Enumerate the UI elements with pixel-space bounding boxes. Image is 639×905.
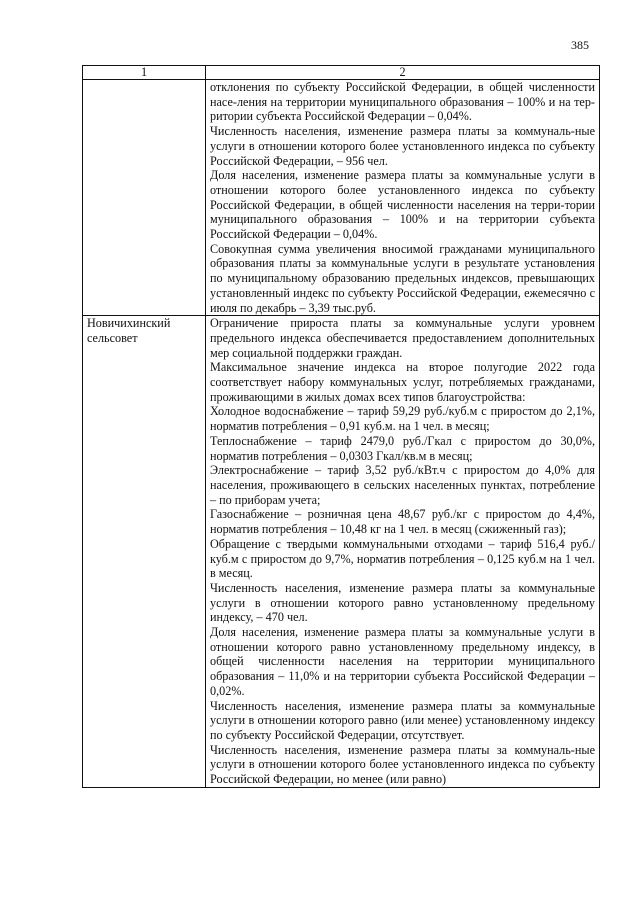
table-row [83, 80, 600, 316]
description-cell [206, 316, 600, 788]
header-col1: 1 [83, 66, 206, 80]
paragraph: Электроснабжение – тариф 3,52 руб./кВт.ч с приростом до 4,0% для населения, проживающего в сельских населенных пунктах, потребление – по приборам учета; [210, 463, 595, 507]
paragraph: Численность населения, изменение размера платы за коммуналь-ные услуги в отношении которого более установленного индекса по субъекту Российской Федерации, – 956 чел. [210, 124, 595, 168]
paragraph: Ограничение прироста платы за коммунальные услуги уровнем предельного индекса обеспечивается предоставлением дополнительных мер социальной поддержки граждан. [210, 316, 595, 360]
table-row [83, 316, 600, 788]
paragraph: Газоснабжение – розничная цена 48,67 руб./кг с приростом до 4,4%, норматив потребления – 10,48 кг на 1 чел. в месяц (сжиженный газ); [210, 507, 595, 537]
document-table [82, 65, 600, 788]
region-cell: Новичихинский сельсовет [83, 316, 206, 788]
table-header-row [83, 66, 600, 80]
paragraph: Доля населения, изменение размера платы за коммунальные услуги в отношении которого равно установленному предельному индексу, в общей численности населения на территории муниципального образования – 11,0% и на территории субъекта Российской Федерации – 0,02%. [210, 625, 595, 698]
paragraph: Численность населения, изменение размера платы за коммуналь-ные услуги в отношении которого более установленного индекса по субъекту Российской Федерации, но менее (или равно) [210, 742, 595, 787]
page-number: 385 [571, 38, 589, 52]
description-cell [206, 80, 600, 316]
paragraph: Доля населения, изменение размера платы за коммунальные услуги в отношении которого более установленного индекса по субъекту Российской Федерации, в общей численности населения на терри-тории муниципального образования – 100% и на территории субъекта Российской Федерации – 0,04%. [210, 168, 595, 242]
paragraph: Обращение с твердыми коммунальными отходами – тариф 516,4 руб./куб.м с приростом до 9,7%, норматив потребления – 0,125 куб.м на 1 чел. в месяц. [210, 536, 595, 581]
paragraph: Численность населения, изменение размера платы за коммунальные услуги в отношении которого равно установленному предельному индексу, – 470 чел. [210, 580, 595, 625]
paragraph: Численность населения, изменение размера платы за коммунальные услуги в отношении которого равно (или менее) установленному индексу по субъекту Российской Федерации, отсутствует. [210, 698, 595, 742]
paragraph: отклонения по субъекту Российской Федерации, в общей численности насе-ления на территории муниципального образования – 100% и на тер-ритории субъекта Российской Федерации – 0,04%. [210, 80, 595, 124]
paragraph: Холодное водоснабжение – тариф 59,29 руб./куб.м с приростом до 2,1%, норматив потребления – 0,91 куб.м. на 1 чел. в месяц; [210, 404, 595, 434]
paragraph: Теплоснабжение – тариф 2479,0 руб./Гкал с приростом до 30,0%, норматив потребления – 0,0303 Гкал/кв.м в месяц; [210, 433, 595, 463]
header-col2: 2 [206, 66, 600, 80]
region-cell [83, 80, 206, 316]
paragraph: Совокупная сумма увеличения вносимой гражданами муниципального образования платы за коммунальные услуги в результате установления по муниципальному образованию предельных индексов, превышающих установленный индекс по субъекту Российской Федерации, ежемесячно с июля по декабрь – 3,39 тыс.руб. [210, 241, 595, 315]
paragraph: Максимальное значение индекса на второе полугодие 2022 года соответствует набору коммунальных услуг, потребляемых гражданами, проживающими в жилых домах всех типов благоустройства: [210, 360, 595, 404]
